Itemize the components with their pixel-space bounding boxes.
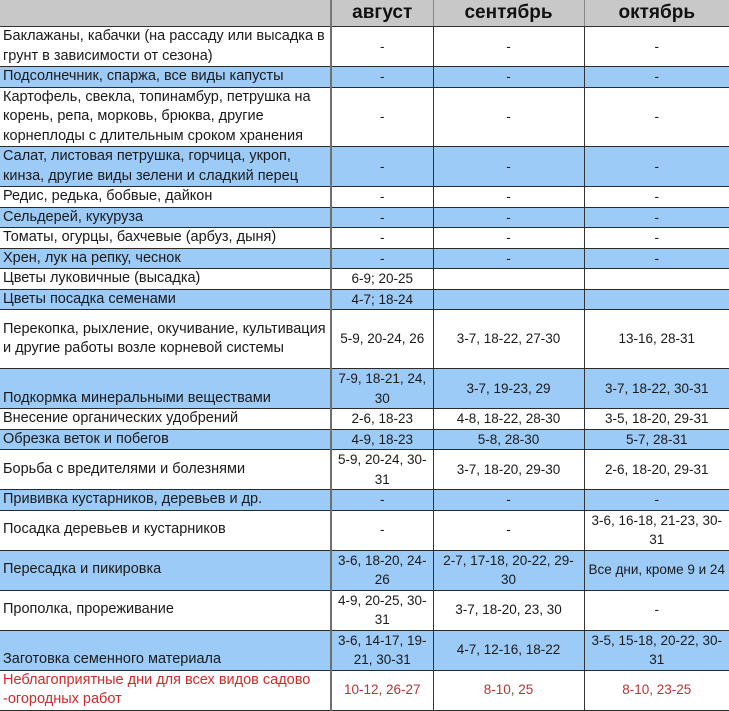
september-cell: -	[433, 490, 584, 511]
header-september: сентябрь	[433, 0, 584, 27]
table-row	[0, 450, 729, 490]
table-row	[0, 590, 729, 630]
table-row	[0, 490, 729, 511]
table-body	[0, 27, 729, 711]
october-cell: 3-7, 18-22, 30-31	[584, 369, 729, 409]
august-cell: -	[331, 67, 433, 88]
october-cell: 3-5, 18-20, 29-31	[584, 409, 729, 430]
table-row	[0, 550, 729, 590]
september-cell: 4-7, 12-16, 18-22	[433, 630, 584, 670]
august-cell: 7-9, 18-21, 24, 30	[331, 369, 433, 409]
august-cell: 4-7; 18-24	[331, 289, 433, 310]
october-cell: 2-6, 18-20, 29-31	[584, 450, 729, 490]
work-type-cell: Пересадка и пикировка	[0, 550, 331, 590]
work-type-cell: Цветы луковичные (высадка)	[0, 269, 331, 290]
september-cell: -	[433, 248, 584, 269]
work-type-cell: Прививка кустарников, деревьев и др.	[0, 490, 331, 511]
october-cell: -	[584, 207, 729, 228]
october-cell: Все дни, кроме 9 и 24	[584, 550, 729, 590]
august-cell: 5-9, 20-24, 30-31	[331, 450, 433, 490]
august-cell: 4-9, 18-23	[331, 429, 433, 450]
september-cell: -	[433, 87, 584, 147]
table-row	[0, 510, 729, 550]
work-type-cell: Подкормка минеральными веществами	[0, 369, 331, 409]
august-cell: 5-9, 20-24, 26	[331, 310, 433, 369]
august-cell: 3-6, 14-17, 19-21, 30-31	[331, 630, 433, 670]
september-cell: 3-7, 18-20, 23, 30	[433, 590, 584, 630]
september-cell: 2-7, 17-18, 20-22, 29-30	[433, 550, 584, 590]
october-cell: 13-16, 28-31	[584, 310, 729, 369]
work-type-cell: Сельдерей, кукуруза	[0, 207, 331, 228]
work-type-cell: Внесение органических удобрений	[0, 409, 331, 430]
work-type-cell: Картофель, свекла, топинамбур, петрушка на корень, репа, морковь, брюква, другие корнеплоды с длительным сроком хранения	[0, 87, 331, 147]
work-type-cell: Подсолнечник, спаржа, все виды капусты	[0, 67, 331, 88]
october-cell: -	[584, 27, 729, 67]
table-row	[0, 630, 729, 670]
work-type-cell: Цветы посадка семенами	[0, 289, 331, 310]
october-cell: 5-7, 28-31	[584, 429, 729, 450]
august-cell: -	[331, 228, 433, 249]
august-cell: -	[331, 147, 433, 187]
august-cell: -	[331, 510, 433, 550]
table-row	[0, 67, 729, 88]
september-cell: -	[433, 27, 584, 67]
august-cell: 2-6, 18-23	[331, 409, 433, 430]
work-type-cell: Борьба с вредителями и болезнями	[0, 450, 331, 490]
september-cell: 5-8, 28-30	[433, 429, 584, 450]
august-cell: 3-6, 18-20, 24-26	[331, 550, 433, 590]
october-cell	[584, 269, 729, 290]
table-row	[0, 187, 729, 208]
september-cell: 3-7, 19-23, 29	[433, 369, 584, 409]
header-work-type	[0, 0, 331, 27]
work-type-cell: Прополка, прореживание	[0, 590, 331, 630]
work-type-cell: Баклажаны, кабачки (на рассаду или высадка в грунт в зависимости от сезона)	[0, 27, 331, 67]
work-type-cell: Редис, редька, бобвые, дайкон	[0, 187, 331, 208]
work-type-cell: Перекопка, рыхление, окучивание, культивация и другие работы возле корневой системы	[0, 310, 331, 369]
october-cell	[584, 289, 729, 310]
table-row	[0, 670, 729, 710]
september-cell: -	[433, 67, 584, 88]
work-type-cell: Посадка деревьев и кустарников	[0, 510, 331, 550]
work-type-cell: Томаты, огурцы, бахчевые (арбуз, дыня)	[0, 228, 331, 249]
table-row	[0, 248, 729, 269]
august-cell: -	[331, 87, 433, 147]
table-row	[0, 409, 729, 430]
september-cell: 8-10, 25	[433, 670, 584, 710]
header-august: август	[331, 0, 433, 27]
work-type-cell: Обрезка веток и побегов	[0, 429, 331, 450]
september-cell: -	[433, 187, 584, 208]
august-cell: 4-9, 20-25, 30-31	[331, 590, 433, 630]
table-row	[0, 269, 729, 290]
work-type-cell: Хрен, лук на репку, чеснок	[0, 248, 331, 269]
october-cell: 8-10, 23-25	[584, 670, 729, 710]
august-cell: -	[331, 207, 433, 228]
october-cell: -	[584, 147, 729, 187]
october-cell: -	[584, 590, 729, 630]
table-row	[0, 87, 729, 147]
table-row	[0, 228, 729, 249]
september-cell: -	[433, 228, 584, 249]
header-row	[0, 0, 729, 27]
september-cell: 3-7, 18-20, 29-30	[433, 450, 584, 490]
header-october: октябрь	[584, 0, 729, 27]
august-cell: 10-12, 26-27	[331, 670, 433, 710]
september-cell	[433, 269, 584, 290]
table-row	[0, 310, 729, 369]
august-cell: 6-9; 20-25	[331, 269, 433, 290]
september-cell: 4-8, 18-22, 28-30	[433, 409, 584, 430]
table-row	[0, 147, 729, 187]
august-cell: -	[331, 248, 433, 269]
table-row	[0, 207, 729, 228]
august-cell: -	[331, 490, 433, 511]
table-row	[0, 27, 729, 67]
work-type-cell: Салат, листовая петрушка, горчица, укроп, кинза, другие виды зелени и сладкий перец	[0, 147, 331, 187]
september-cell: -	[433, 147, 584, 187]
october-cell: -	[584, 67, 729, 88]
october-cell: 3-5, 15-18, 20-22, 30-31	[584, 630, 729, 670]
august-cell: -	[331, 187, 433, 208]
october-cell: 3-6, 16-18, 21-23, 30-31	[584, 510, 729, 550]
october-cell: -	[584, 490, 729, 511]
september-cell: -	[433, 207, 584, 228]
work-type-cell: Неблагоприятные дни для всех видов садово -огородных работ	[0, 670, 331, 710]
october-cell: -	[584, 228, 729, 249]
october-cell: -	[584, 187, 729, 208]
work-type-cell: Заготовка семенного материала	[0, 630, 331, 670]
october-cell: -	[584, 248, 729, 269]
table-row	[0, 429, 729, 450]
october-cell: -	[584, 87, 729, 147]
september-cell	[433, 289, 584, 310]
september-cell: -	[433, 510, 584, 550]
table-row	[0, 289, 729, 310]
august-cell: -	[331, 27, 433, 67]
september-cell: 3-7, 18-22, 27-30	[433, 310, 584, 369]
table-row	[0, 369, 729, 409]
